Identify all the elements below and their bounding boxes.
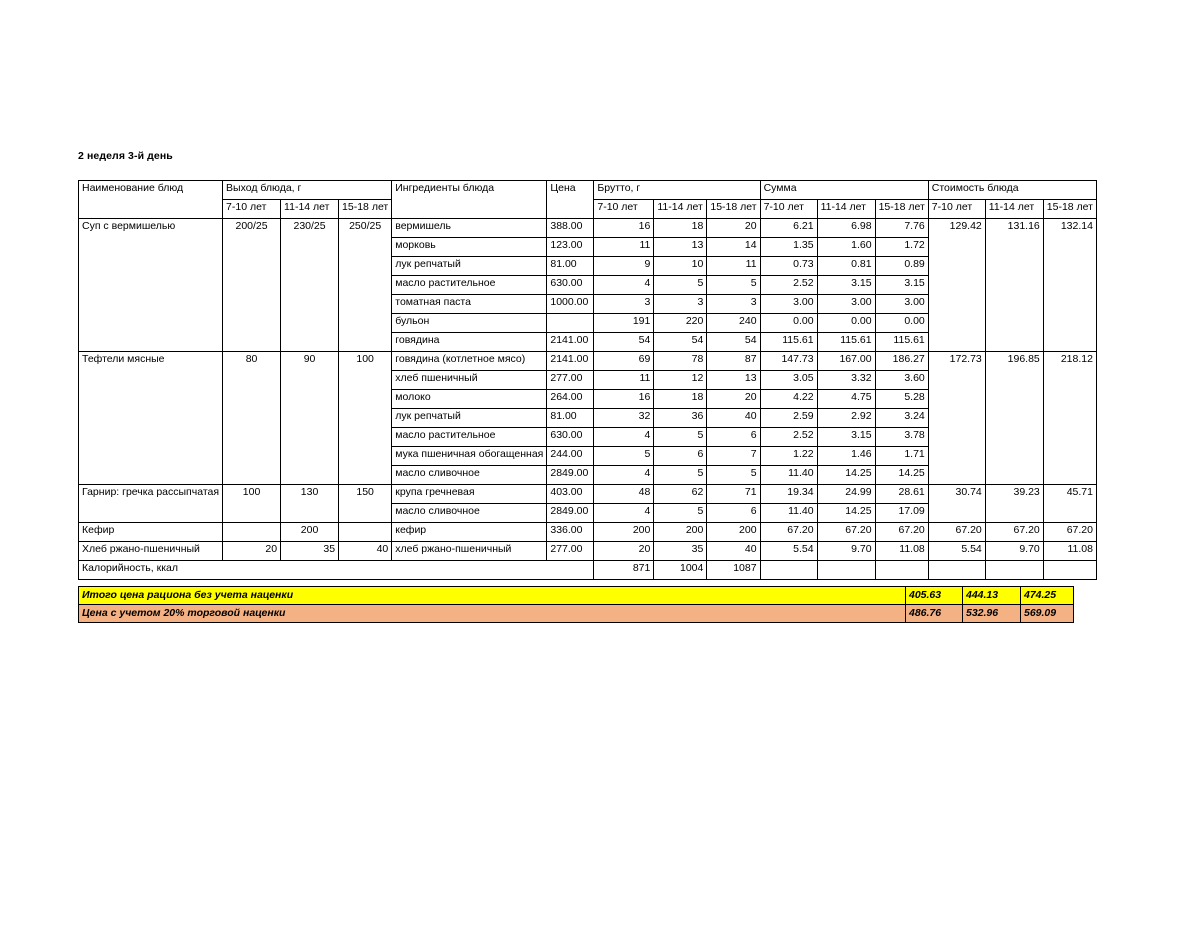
cell-gross-0: 69 <box>594 352 654 371</box>
subheader-gross-7-10: 7-10 лет <box>594 200 654 219</box>
subheader-cost-7-10: 7-10 лет <box>928 200 985 219</box>
cell-sum-2: 0.00 <box>875 314 928 333</box>
cell-gross-1: 54 <box>654 333 707 352</box>
cell-sum-1: 14.25 <box>817 466 875 485</box>
cell-gross-0: 4 <box>594 276 654 295</box>
cell-gross-1: 3 <box>654 295 707 314</box>
cell-yield-0: 20 <box>223 542 281 561</box>
cell-sum-1: 0.81 <box>817 257 875 276</box>
subheader-sum-15-18: 15-18 лет <box>875 200 928 219</box>
totals-row <box>79 605 1074 623</box>
table-row <box>79 352 1097 371</box>
totals-value-0: 405.63 <box>906 587 963 605</box>
cell-sum-1: 4.75 <box>817 390 875 409</box>
subheader-cost-15-18: 15-18 лет <box>1043 200 1096 219</box>
cell-gross-2: 5 <box>707 466 760 485</box>
cell-yield-1: 130 <box>281 485 339 523</box>
subheader-cost-11-14: 11-14 лет <box>985 200 1043 219</box>
cell-ingredient: лук репчатый <box>392 409 547 428</box>
cell-gross-0: 4 <box>594 466 654 485</box>
cell-price: 630.00 <box>547 276 594 295</box>
cell-cost-1: 39.23 <box>985 485 1043 523</box>
cell-sum-1: 1.46 <box>817 447 875 466</box>
cell-sum-2: 11.08 <box>875 542 928 561</box>
header-dish-name: Наименование блюд <box>79 181 223 219</box>
cell-gross-0: 11 <box>594 238 654 257</box>
calories-empty-0 <box>760 561 817 580</box>
calories-empty-5 <box>1043 561 1096 580</box>
cell-yield-2: 40 <box>339 542 392 561</box>
cell-price: 277.00 <box>547 542 594 561</box>
cell-yield-1: 35 <box>281 542 339 561</box>
cell-cost-2: 45.71 <box>1043 485 1096 523</box>
totals-value-1: 532.96 <box>963 605 1021 623</box>
cell-sum-0: 67.20 <box>760 523 817 542</box>
header-dish-cost: Стоимость блюда <box>928 181 1096 200</box>
cell-gross-2: 13 <box>707 371 760 390</box>
cell-gross-2: 240 <box>707 314 760 333</box>
cell-cost-0: 5.54 <box>928 542 985 561</box>
cell-price: 264.00 <box>547 390 594 409</box>
cell-gross-2: 3 <box>707 295 760 314</box>
cell-cost-2: 218.12 <box>1043 352 1096 485</box>
cell-sum-1: 6.98 <box>817 219 875 238</box>
cell-gross-1: 36 <box>654 409 707 428</box>
cell-dish-name: Кефир <box>79 523 223 542</box>
cell-sum-1: 9.70 <box>817 542 875 561</box>
header-gross: Брутто, г <box>594 181 760 200</box>
cell-sum-0: 6.21 <box>760 219 817 238</box>
page-title: 2 неделя 3-й день <box>78 150 173 162</box>
cell-sum-1: 3.15 <box>817 428 875 447</box>
cell-cost-0: 30.74 <box>928 485 985 523</box>
cell-gross-0: 191 <box>594 314 654 333</box>
cell-cost-1: 196.85 <box>985 352 1043 485</box>
cell-cost-2: 11.08 <box>1043 542 1096 561</box>
cell-sum-0: 4.22 <box>760 390 817 409</box>
cell-gross-1: 5 <box>654 466 707 485</box>
cell-price: 277.00 <box>547 371 594 390</box>
header-dish-yield: Выход блюда, г <box>223 181 392 200</box>
cell-gross-0: 200 <box>594 523 654 542</box>
cell-gross-1: 5 <box>654 276 707 295</box>
cell-sum-2: 3.60 <box>875 371 928 390</box>
cell-sum-2: 5.28 <box>875 390 928 409</box>
cell-gross-1: 5 <box>654 428 707 447</box>
cell-yield-2: 150 <box>339 485 392 523</box>
cell-cost-0: 67.20 <box>928 523 985 542</box>
cell-ingredient: говядина (котлетное мясо) <box>392 352 547 371</box>
cell-sum-1: 1.60 <box>817 238 875 257</box>
cell-yield-0 <box>223 523 281 542</box>
totals-value-0: 486.76 <box>906 605 963 623</box>
cell-sum-0: 3.05 <box>760 371 817 390</box>
cell-sum-2: 67.20 <box>875 523 928 542</box>
cell-gross-1: 78 <box>654 352 707 371</box>
cell-sum-1: 67.20 <box>817 523 875 542</box>
totals-label: Итого цена рациона без учета наценки <box>79 587 906 605</box>
cell-sum-2: 7.76 <box>875 219 928 238</box>
cell-gross-1: 35 <box>654 542 707 561</box>
cell-dish-name: Суп с вермишелью <box>79 219 223 352</box>
cell-price: 388.00 <box>547 219 594 238</box>
cell-price <box>547 314 594 333</box>
cell-gross-2: 11 <box>707 257 760 276</box>
cell-gross-1: 10 <box>654 257 707 276</box>
totals-value-2: 474.25 <box>1021 587 1074 605</box>
cell-gross-2: 20 <box>707 219 760 238</box>
cell-sum-1: 14.25 <box>817 504 875 523</box>
cell-sum-0: 11.40 <box>760 466 817 485</box>
cell-gross-2: 87 <box>707 352 760 371</box>
cell-ingredient: лук репчатый <box>392 257 547 276</box>
table-row <box>79 219 1097 238</box>
cell-yield-0: 80 <box>223 352 281 485</box>
cell-ingredient: масло сливочное <box>392 466 547 485</box>
totals-row <box>79 587 1074 605</box>
calories-label: Калорийность, ккал <box>79 561 594 580</box>
cell-gross-0: 16 <box>594 390 654 409</box>
cell-gross-0: 5 <box>594 447 654 466</box>
cell-gross-1: 5 <box>654 504 707 523</box>
cell-dish-name: Хлеб ржано-пшеничный <box>79 542 223 561</box>
cell-sum-2: 3.00 <box>875 295 928 314</box>
cell-gross-1: 62 <box>654 485 707 504</box>
cell-gross-0: 32 <box>594 409 654 428</box>
cell-sum-1: 0.00 <box>817 314 875 333</box>
totals-value-2: 569.09 <box>1021 605 1074 623</box>
cell-sum-1: 3.15 <box>817 276 875 295</box>
cell-ingredient: молоко <box>392 390 547 409</box>
cell-sum-2: 17.09 <box>875 504 928 523</box>
cell-price: 2849.00 <box>547 504 594 523</box>
cell-sum-0: 1.22 <box>760 447 817 466</box>
cell-gross-0: 20 <box>594 542 654 561</box>
cell-price: 403.00 <box>547 485 594 504</box>
cell-cost-1: 67.20 <box>985 523 1043 542</box>
calories-value-2: 1087 <box>707 561 760 580</box>
cell-sum-2: 1.72 <box>875 238 928 257</box>
cell-sum-1: 24.99 <box>817 485 875 504</box>
cell-sum-2: 14.25 <box>875 466 928 485</box>
subheader-sum-11-14: 11-14 лет <box>817 200 875 219</box>
cell-gross-0: 9 <box>594 257 654 276</box>
calories-empty-4 <box>985 561 1043 580</box>
cell-sum-0: 1.35 <box>760 238 817 257</box>
cell-sum-2: 115.61 <box>875 333 928 352</box>
calories-empty-2 <box>875 561 928 580</box>
cell-price: 81.00 <box>547 257 594 276</box>
cell-gross-2: 54 <box>707 333 760 352</box>
cell-price: 336.00 <box>547 523 594 542</box>
cell-gross-0: 11 <box>594 371 654 390</box>
cell-ingredient: крупа гречневая <box>392 485 547 504</box>
cell-yield-1: 230/25 <box>281 219 339 352</box>
cell-yield-2 <box>339 523 392 542</box>
cell-dish-name: Тефтели мясные <box>79 352 223 485</box>
cell-gross-0: 48 <box>594 485 654 504</box>
table-row <box>79 485 1097 504</box>
cell-gross-2: 40 <box>707 409 760 428</box>
cell-ingredient: масло растительное <box>392 276 547 295</box>
table-row <box>79 542 1097 561</box>
cell-gross-1: 6 <box>654 447 707 466</box>
totals-label: Цена с учетом 20% торговой наценки <box>79 605 906 623</box>
header-price: Цена <box>547 181 594 219</box>
cell-price: 2141.00 <box>547 352 594 371</box>
cell-sum-0: 19.34 <box>760 485 817 504</box>
cell-sum-0: 2.52 <box>760 276 817 295</box>
cell-ingredient: вермишель <box>392 219 547 238</box>
cell-ingredient: хлеб пшеничный <box>392 371 547 390</box>
cell-price: 244.00 <box>547 447 594 466</box>
cell-sum-2: 3.24 <box>875 409 928 428</box>
cell-price: 81.00 <box>547 409 594 428</box>
cell-gross-2: 6 <box>707 428 760 447</box>
cell-cost-1: 9.70 <box>985 542 1043 561</box>
cell-yield-0: 100 <box>223 485 281 523</box>
subheader-yield-7-10: 7-10 лет <box>223 200 281 219</box>
cell-ingredient: томатная паста <box>392 295 547 314</box>
cell-gross-0: 3 <box>594 295 654 314</box>
cell-sum-0: 0.73 <box>760 257 817 276</box>
cell-sum-1: 3.00 <box>817 295 875 314</box>
cell-gross-1: 13 <box>654 238 707 257</box>
header-ingredients: Ингредиенты блюда <box>392 181 547 219</box>
calories-row <box>79 561 1097 580</box>
cell-sum-2: 1.71 <box>875 447 928 466</box>
cell-cost-0: 129.42 <box>928 219 985 352</box>
cell-gross-2: 20 <box>707 390 760 409</box>
calories-value-1: 1004 <box>654 561 707 580</box>
cell-yield-1: 90 <box>281 352 339 485</box>
calories-value-0: 871 <box>594 561 654 580</box>
cell-gross-1: 220 <box>654 314 707 333</box>
subheader-sum-7-10: 7-10 лет <box>760 200 817 219</box>
cell-sum-0: 115.61 <box>760 333 817 352</box>
cell-yield-2: 100 <box>339 352 392 485</box>
cell-cost-2: 132.14 <box>1043 219 1096 352</box>
cell-sum-0: 147.73 <box>760 352 817 371</box>
cell-gross-2: 5 <box>707 276 760 295</box>
totals-table <box>78 586 1074 623</box>
cell-ingredient: масло сливочное <box>392 504 547 523</box>
subheader-gross-15-18: 15-18 лет <box>707 200 760 219</box>
cell-dish-name: Гарнир: гречка рассыпчатая <box>79 485 223 523</box>
cell-gross-0: 4 <box>594 504 654 523</box>
subheader-gross-11-14: 11-14 лет <box>654 200 707 219</box>
cell-cost-0: 172.73 <box>928 352 985 485</box>
calories-empty-1 <box>817 561 875 580</box>
cell-ingredient: морковь <box>392 238 547 257</box>
cell-price: 123.00 <box>547 238 594 257</box>
cell-ingredient: говядина <box>392 333 547 352</box>
cell-ingredient: хлеб ржано-пшеничный <box>392 542 547 561</box>
cell-price: 2849.00 <box>547 466 594 485</box>
calories-empty-3 <box>928 561 985 580</box>
cell-gross-0: 4 <box>594 428 654 447</box>
cell-cost-1: 131.16 <box>985 219 1043 352</box>
totals-value-1: 444.13 <box>963 587 1021 605</box>
subheader-yield-11-14: 11-14 лет <box>281 200 339 219</box>
cell-gross-1: 12 <box>654 371 707 390</box>
cell-price: 2141.00 <box>547 333 594 352</box>
cell-cost-2: 67.20 <box>1043 523 1096 542</box>
table-header-row <box>79 181 1097 200</box>
menu-table <box>78 180 1097 580</box>
cell-yield-0: 200/25 <box>223 219 281 352</box>
cell-gross-2: 40 <box>707 542 760 561</box>
cell-sum-0: 11.40 <box>760 504 817 523</box>
subheader-yield-15-18: 15-18 лет <box>339 200 392 219</box>
cell-gross-0: 54 <box>594 333 654 352</box>
cell-gross-2: 6 <box>707 504 760 523</box>
cell-gross-2: 71 <box>707 485 760 504</box>
cell-gross-1: 18 <box>654 219 707 238</box>
cell-sum-0: 2.59 <box>760 409 817 428</box>
cell-gross-2: 200 <box>707 523 760 542</box>
header-sum: Сумма <box>760 181 928 200</box>
cell-sum-2: 28.61 <box>875 485 928 504</box>
cell-gross-2: 7 <box>707 447 760 466</box>
cell-gross-0: 16 <box>594 219 654 238</box>
cell-price: 1000.00 <box>547 295 594 314</box>
cell-gross-1: 200 <box>654 523 707 542</box>
cell-price: 630.00 <box>547 428 594 447</box>
cell-sum-0: 2.52 <box>760 428 817 447</box>
cell-sum-2: 0.89 <box>875 257 928 276</box>
cell-ingredient: мука пшеничная обогащенная <box>392 447 547 466</box>
cell-sum-1: 167.00 <box>817 352 875 371</box>
cell-ingredient: масло растительное <box>392 428 547 447</box>
table-row <box>79 523 1097 542</box>
cell-sum-0: 3.00 <box>760 295 817 314</box>
cell-gross-1: 18 <box>654 390 707 409</box>
cell-yield-1: 200 <box>281 523 339 542</box>
cell-sum-2: 3.15 <box>875 276 928 295</box>
cell-sum-0: 5.54 <box>760 542 817 561</box>
cell-sum-1: 2.92 <box>817 409 875 428</box>
cell-sum-1: 115.61 <box>817 333 875 352</box>
cell-gross-2: 14 <box>707 238 760 257</box>
cell-sum-2: 186.27 <box>875 352 928 371</box>
cell-yield-2: 250/25 <box>339 219 392 352</box>
cell-sum-1: 3.32 <box>817 371 875 390</box>
cell-ingredient: кефир <box>392 523 547 542</box>
cell-sum-0: 0.00 <box>760 314 817 333</box>
cell-ingredient: бульон <box>392 314 547 333</box>
cell-sum-2: 3.78 <box>875 428 928 447</box>
